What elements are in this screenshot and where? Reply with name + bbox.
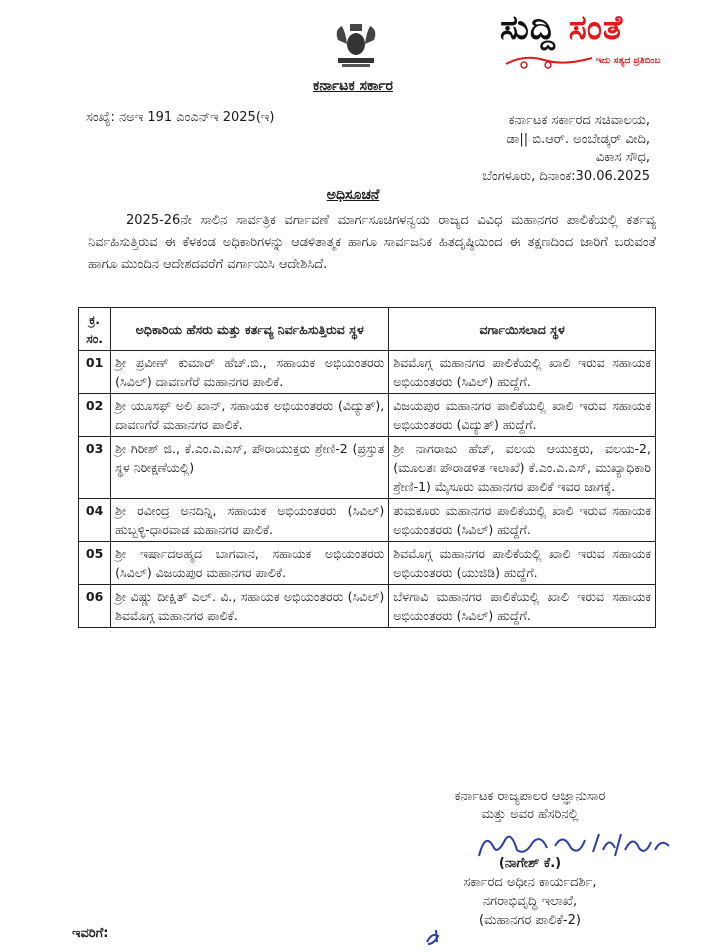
post-cell: ಶಿವಮೊಗ್ಗ ಮಹಾನಗರ ಪಾಲಿಕೆಯಲ್ಲಿ ಖಾಲಿ ಇರುವ ಸಹಾಯಕ ಅಭಿಯಂತರರು (ಯುಜಿಡಿ) ಹುದ್ದೆಗೆ. — [389, 542, 656, 585]
notification-title: ಅಧಿಸೂಚನೆ — [326, 187, 380, 203]
serial-cell: 01 — [79, 351, 111, 394]
serial-cell: 05 — [79, 542, 111, 585]
post-cell: ಶ್ರೀ ನಾಗರಾಜು ಹೆಚ್, ವಲಯ ಆಯುಕ್ತರು, ವಲಯ-2, (ಮೂಲತಃ ಪೌರಾಡಳಿತ ಇಲಾಖೆ) ಕೆ.ಎಂ.ಎ.ಎಸ್, ಮುಖ್ಯಾಧಿಕಾರಿ ಶ್ರೇಣಿ-1) ಮೈಸೂರು ಮಹಾನಗರ ಪಾಲಿಕೆ ಇವರ ಜಾಗಕ್ಕೆ. — [389, 437, 656, 499]
table-row — [79, 351, 656, 394]
officer-cell: ಶ್ರೀ ಯೂಸಫ್ ಅಲಿ ಖಾನ್, ಸಹಾಯಕ ಅಭಿಯಂತರರು (ವಿದ್ಯುತ್), ದಾವಣಗೆರೆ ಮಹಾನಗರ ಪಾಲಿಕೆ. — [111, 394, 389, 437]
officer-cell: ಶ್ರೀ ವಿಷ್ಣು ದೀಕ್ಷಿತ್ ಎಲ್. ವಿ., ಸಹಾಯಕ ಅಭಿಯಂತರರು (ಸಿವಿಲ್) ಶಿವಮೊಗ್ಗ ಮಹಾನಗರ ಪಾಲಿಕೆ. — [111, 585, 389, 628]
order-authority — [425, 788, 635, 824]
ink-mark-icon — [424, 928, 442, 946]
order-line: ಮತ್ತು ಅವರ ಹೆಸರಿನಲ್ಲಿ — [481, 807, 579, 822]
office-address — [405, 112, 650, 186]
post-cell: ಬೆಳಗಾವಿ ಮಹಾನಗರ ಪಾಲಿಕೆಯಲ್ಲಿ ಖಾಲಿ ಇರುವ ಸಹಾಯಕ ಅಭಿಯಂತರರು (ಸಿವಿಲ್) ಹುದ್ದೆಗೆ. — [389, 585, 656, 628]
signer-section: (ಮಹಾನಗರ ಪಾಲಿಕೆ-2) — [479, 913, 581, 928]
address-date-line: ಬೆಂಗಳೂರು, ದಿನಾಂಕ:30.06.2025 — [482, 168, 650, 184]
table-row — [79, 585, 656, 628]
address-line: ಡಾ|| ಬಿ.ಆರ್. ಅಂಬೇಡ್ಕರ್ ವೀದಿ, — [506, 131, 650, 147]
brand-logo — [500, 8, 700, 72]
table-row — [79, 542, 656, 585]
state-emblem-icon — [330, 20, 382, 70]
header-serial: ಕ್ರ. ಸಂ. — [79, 308, 111, 351]
table-row — [79, 437, 656, 499]
logo-tagline: ಇದು ಸತ್ಯದ ಪ್ರತಿಬಿಂಬ — [596, 56, 661, 66]
post-cell: ತುಮಕೂರು ಮಹಾನಗರ ಪಾಲಿಕೆಯಲ್ಲಿ ಖಾಲಿ ಇರುವ ಸಹಾಯಕ ಅಭಿಯಂತರರು (ಸಿವಿಲ್) ಹುದ್ದೆಗೆ. — [389, 499, 656, 542]
signer-department: ನಗರಾಭಿವೃದ್ಧಿ ಇಲಾಖೆ, — [482, 894, 578, 909]
car-swoosh-icon — [504, 52, 594, 70]
header-officer: ಅಧಿಕಾರಿಯ ಹೆಸರು ಮತ್ತು ಕರ್ತವ್ಯ ನಿರ್ವಹಿಸುತ್ತಿರುವ ಸ್ಥಳ — [111, 308, 389, 351]
notification-body: 2025-26ನೇ ಸಾಲಿನ ಸಾರ್ವತ್ರಿಕ ವರ್ಗಾವಣೆ ಮಾರ್ಗಸೂಚಿಗಳನ್ವಯ ರಾಜ್ಯದ ವಿವಿಧ ಮಹಾನಗರ ಪಾಲಿಕೆಯಲ್ಲಿ ಕರ್ತವ್ಯ ನಿರ್ವಹಿಸುತ್ತಿರುವ ಈ ಕೆಳಕಂಡ ಅಧಿಕಾರಿಗಳನ್ನು ಆಡಳಿತಾತ್ಮಕ ಹಾಗೂ ಸಾರ್ವಜನಿಕ ಹಿತದೃಷ್ಠಿಯಿಂದ ಈ ತಕ್ಷಣದಿಂದ ಜಾರಿಗೆ ಬರುವಂತೆ ಹಾಗೂ ಮುಂದಿನ ಆದೇಶದವರೆಗೆ ವರ್ಗಾಯಿಸಿ ಆದೇಶಿಸಿದೆ. — [88, 213, 656, 272]
reference-number: ಸಂಖ್ಯೆ: ನಅಇ 191 ಎಂಎನ್‌ಇ 2025(ಇ) — [86, 110, 275, 125]
serial-cell: 04 — [79, 499, 111, 542]
post-cell: ವಿಜಯಪುರ ಮಹಾನಗರ ಪಾಲಿಕೆಯಲ್ಲಿ ಖಾಲಿ ಇರುವ ಸಹಾಯಕ ಅಭಿಯಂತರರು (ವಿದ್ಯುತ್) ಹುದ್ದೆಗೆ. — [389, 394, 656, 437]
signer-designation: ಸರ್ಕಾರದ ಅಧೀನ ಕಾರ್ಯದರ್ಶಿ, — [463, 875, 597, 890]
address-line: ಕರ್ನಾಟಕ ಸರ್ಕಾರದ ಸಚಿವಾಲಯ, — [508, 113, 650, 128]
table-row — [79, 394, 656, 437]
serial-cell: 02 — [79, 394, 111, 437]
order-line: ಕರ್ನಾಟಕ ರಾಜ್ಯಪಾಲರ ಆಜ್ಞಾನುಸಾರ — [454, 789, 606, 804]
post-cell: ಶಿವಮೊಗ್ಗ ಮಹಾನಗರ ಪಾಲಿಕೆಯಲ್ಲಿ ಖಾಲಿ ಇರುವ ಸಹಾಯಕ ಅಭಿಯಂತರರು (ಸಿವಿಲ್) ಹುದ್ದೆಗೆ. — [389, 351, 656, 394]
serial-cell: 03 — [79, 437, 111, 499]
serial-cell: 06 — [79, 585, 111, 628]
header-transferred-post: ವರ್ಗಾಯಿಸಲಾದ ಸ್ಥಳ — [389, 308, 656, 351]
logo-part-2: ಸಂತೆ — [568, 8, 624, 48]
officer-cell: ಶ್ರೀ ಇರ್ಷಾದಅಹ್ಮದ ಬಾಗವಾನ, ಸಹಾಯಕ ಅಭಿಯಂತರರು (ಸಿವಿಲ್) ವಿಜಯಪುರ ಮಹಾನಗರ ಪಾಲಿಕೆ. — [111, 542, 389, 585]
table-row — [79, 499, 656, 542]
address-line: ವಿಕಾಸ ಸೌಧ, — [595, 150, 650, 165]
government-title: ಕರ್ನಾಟಕ ಸರ್ಕಾರ — [313, 78, 393, 94]
officer-cell: ಶ್ರೀ ಗಿರೀಶ್ ಜಿ., ಕೆ.ಎಂ.ಎ.ಎಸ್, ಪೌರಾಯುಕ್ತರು ಶ್ರೇಣಿ-2 (ಪ್ರಸ್ತುತ ಸ್ಥಳ ನಿರೀಕ್ಷಣೆಯಲ್ಲಿ) — [111, 437, 389, 499]
signer-name: (ನಾಗೇಶ್ ಕೆ.) — [498, 856, 562, 871]
recipients-label: ಇವರಿಗೆ: — [72, 926, 109, 941]
officer-cell: ಶ್ರೀ ರವೀಂದ್ರ ಅನದಿನ್ನಿ, ಸಹಾಯಕ ಅಭಿಯಂತರರು (ಸಿವಿಲ್) ಹುಬ್ಬಳ್ಳಿ-ಧಾರವಾಡ ಮಹಾನಗರ ಪಾಲಿಕೆ. — [111, 499, 389, 542]
logo-text — [500, 8, 623, 48]
table-header-row — [79, 308, 656, 351]
logo-part-1: ಸುದ್ದಿ — [500, 8, 556, 48]
transfer-table — [78, 307, 656, 628]
signer-block — [400, 854, 660, 930]
officer-cell: ಶ್ರೀ ಪ್ರವೀಣ್ ಕುಮಾರ್ ಹೆಚ್.ಬಿ., ಸಹಾಯಕ ಅಭಿಯಂತರರು (ಸಿವಿಲ್) ದಾವಣಗೆರೆ ಮಹಾನಗರ ಪಾಲಿಕೆ. — [111, 351, 389, 394]
